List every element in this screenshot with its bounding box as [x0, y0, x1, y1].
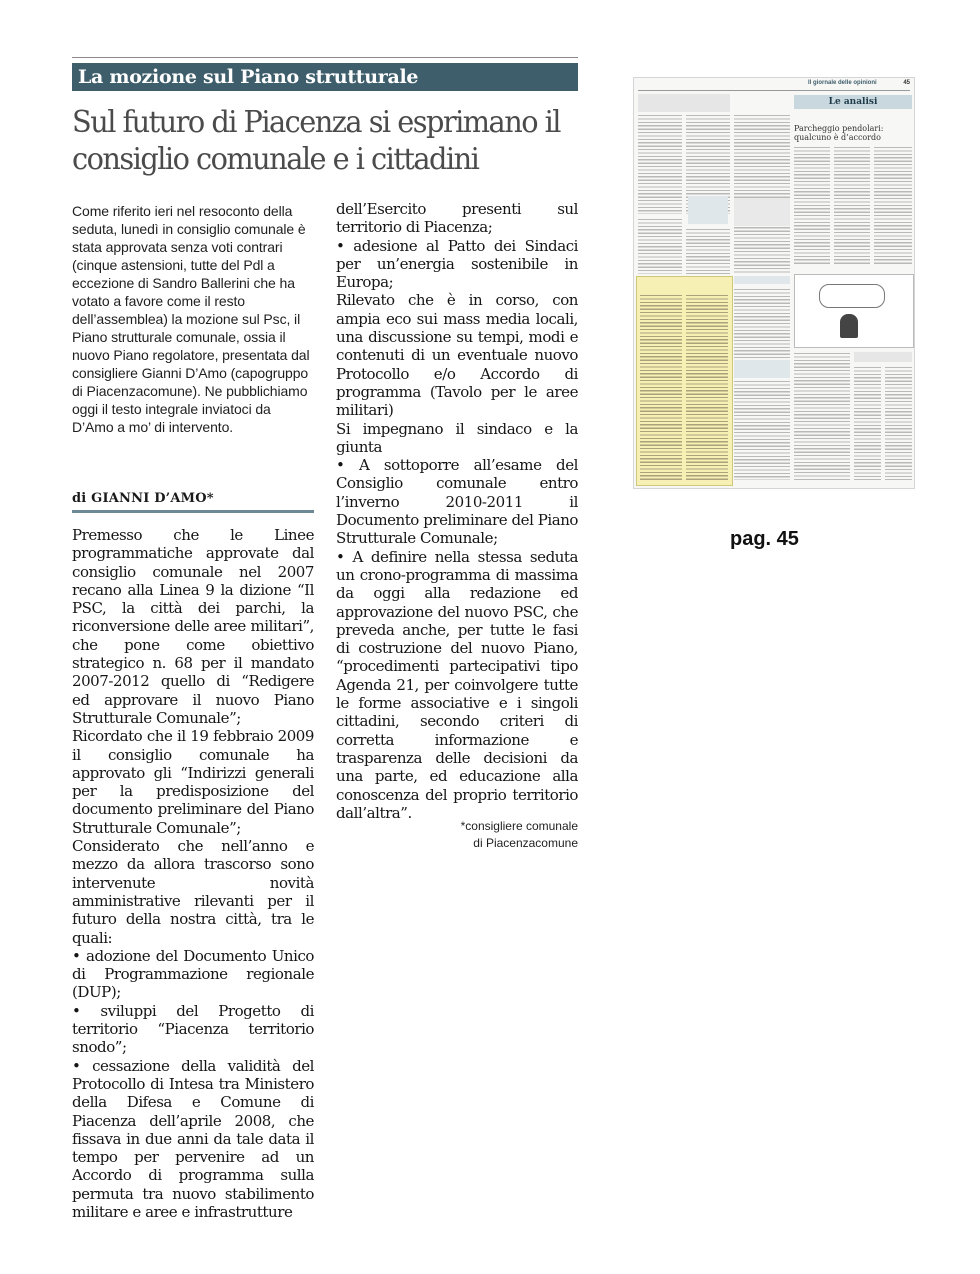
bullet-item: • A sottoporre all’esame del Consiglio comunale entro l’inverno 2010-2011 il Documento preliminare del Piano Strutturale Comunale;: [336, 456, 579, 548]
thumbnail-speech-bubble: [819, 284, 885, 308]
thumbnail-text: [734, 380, 790, 480]
top-rule: [72, 57, 578, 58]
thumbnail-header: [638, 80, 910, 90]
thumbnail-cartoon-figure: [840, 314, 858, 338]
thumbnail-block: [734, 276, 790, 284]
thumbnail-block: [854, 352, 912, 362]
byline-rule: [72, 510, 314, 513]
thumbnail-page-number: 45: [903, 80, 910, 86]
thumbnail-block: [638, 94, 730, 112]
paragraph: Rilevato che è in corso, con ampia eco sui mass media locali, una discussione su tempi, modi e contenuti di un eventuale nuovo Protocollo e/o Accordo di programma (Tavolo per le aree militari): [336, 291, 578, 420]
thumbnail-section-label: Le analisi: [794, 95, 912, 109]
thumbnail-text: [794, 352, 850, 480]
thumbnail-text: [734, 114, 790, 274]
bullet-item: • sviluppi del Progetto di territorio “Piacenza territorio snodo”;: [72, 1001, 314, 1057]
signature-line: *consigliere comunale: [460, 819, 578, 833]
thumbnail-block: [734, 360, 790, 378]
thumbnail-text: [686, 228, 730, 274]
page-thumbnail: [633, 77, 915, 489]
thumbnail-pull-quote: [734, 198, 790, 226]
article-intro: Come riferito ieri nel resoconto della seduta, lunedì in consiglio comunale è stata approvata senza voti contrari (cinque astensioni, tutte del Pdl a eccezione di Sandro Ballerini che ha votato a favore come il resto dell’assemblea) la mozione sul Psc, il Piano strutturale comunale, ossia il nuovo Piano regolatore, presentata dal consigliere Gianni D’Amo (capogruppo di Piacenzacomune). Ne pubblichiamo oggi il testo integrale inviatoci da D’Amo a mo’ di intervento.: [72, 203, 310, 435]
article-headline: Sul futuro di Piacenza si esprimano il consiglio comunale e i cittadini: [72, 105, 560, 177]
thumbnail-text: [638, 218, 682, 274]
thumbnail-text: [885, 366, 912, 480]
section-kicker: La mozione sul Piano strutturale: [72, 63, 578, 91]
thumbnail-text: [734, 288, 790, 358]
body-column-right: [336, 200, 578, 822]
bullet-item: • adozione del Documento Unico di Programmazione regionale (DUP);: [72, 946, 314, 1002]
paragraph: dell’Esercito presenti sul territorio di Piacenza;: [336, 200, 578, 237]
paragraph: Premesso che le Linee programmatiche approvate dal consiglio comunale nel 2007 recano alla Linea 9 la dizione “Il PSC, la città dei parchi, la riconversione delle aree militari”, che pone come obiettivo strategico n. 68 per il mandato 2007-2012 quello di “Redigere ed approvare il nuovo Piano Strutturale Comunale”;: [72, 526, 314, 727]
thumbnail-quote-box: [688, 196, 728, 224]
bullet-item: • A definire nella stessa seduta un crono-programma di massima da oggi alla redazione ed approvazione del nuovo PSC, che preveda anche, per tutte le fasi di costruzione del nuovo Piano, “procedimenti partecipativi tipo Agenda 21, per coinvolgere tutte le forme associative e i singoli cittadini, secondo criteri di corretta informazione e trasparenza delle decisioni da una parte, ed educazione alla conoscenza del proprio territorio dall’altra”.: [336, 547, 578, 822]
paragraph: Si impegnano il sindaco e la giunta: [336, 419, 578, 456]
intro-column: [72, 202, 314, 436]
signature-line: di Piacenzacomune: [473, 836, 578, 850]
author-byline: di GIANNI D’AMO*: [72, 491, 214, 506]
thumbnail-text: [854, 366, 881, 480]
thumbnail-rule: [638, 90, 910, 91]
thumbnail-text: [686, 294, 728, 480]
bullet-item: • adesione al Patto dei Sindaci per un’energia sostenibile in Europa;: [336, 236, 578, 292]
thumbnail-header-title: Il giornale delle opinioni: [808, 80, 877, 86]
thumbnail-text: [640, 294, 682, 480]
thumbnail-text: [834, 146, 870, 266]
paragraph: Ricordato che il 19 febbraio 2009 il consiglio comunale ha approvato gli “Indirizzi generali per la predisposizione del documento preliminare del Piano Strutturale Comunale”;: [72, 727, 314, 837]
paragraph: Considerato che nell’anno e mezzo da allora trascorso sono intervenute novità amministrative rilevanti per il futuro della nostra città, tra le quali:: [72, 837, 314, 947]
thumbnail-text: [874, 146, 912, 266]
thumbnail-text: [794, 146, 830, 266]
page-number-label: pag. 45: [730, 528, 799, 550]
thumbnail-headline: Parcheggio pendolari: qualcuno è d’accordo: [794, 124, 884, 142]
thumbnail-text: [638, 114, 682, 214]
author-signature: [336, 818, 578, 852]
body-column-left: [72, 526, 314, 1221]
bullet-item: • cessazione della validità del Protocollo di Intesa tra Ministero della Difesa e Comune di Piacenza dell’aprile 2008, che fissava in due anni da tale data il tempo per pervenire ad un Accordo di programma sulla permuta tra nuovo stabilimento militare e aree e infrastrutture: [72, 1056, 314, 1221]
